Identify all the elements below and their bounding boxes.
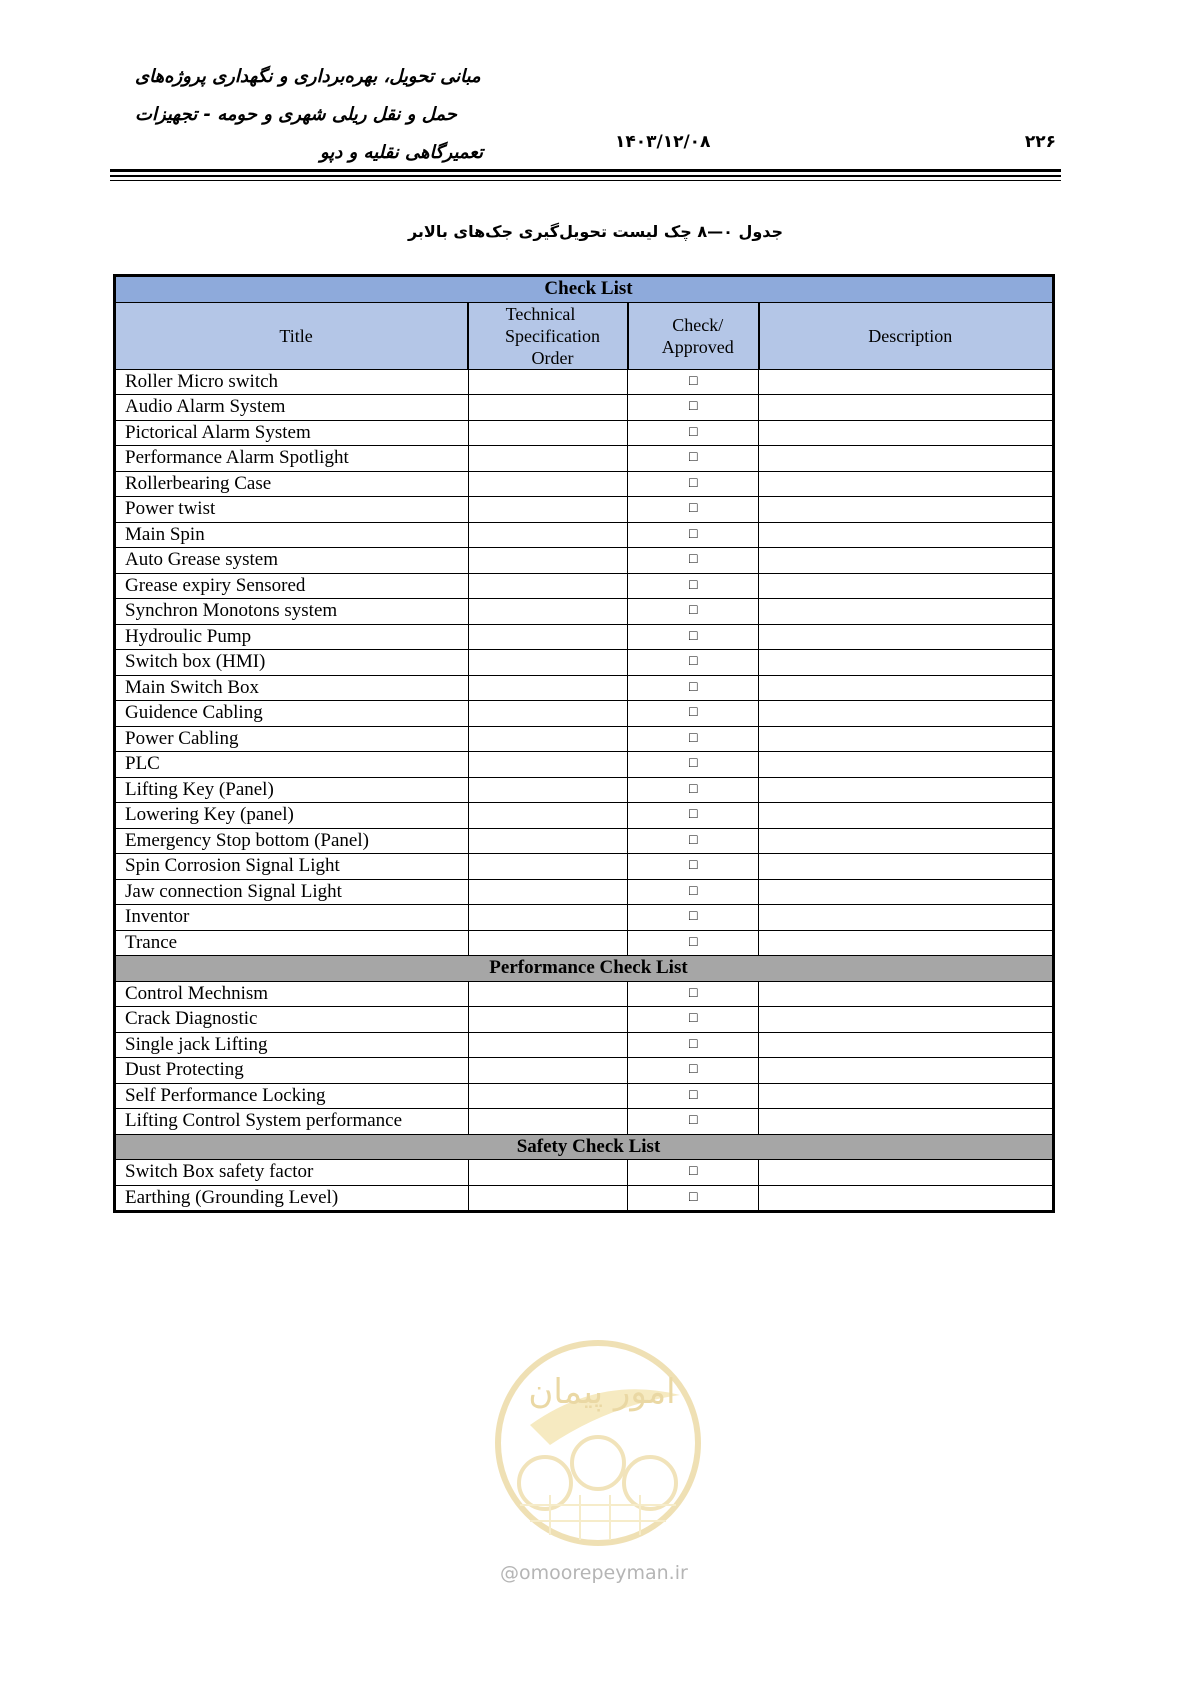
row-tech-spec-cell[interactable] [468,854,628,880]
row-approved-checkbox[interactable]: □ [628,777,759,803]
row-tech-spec-cell[interactable] [468,599,628,625]
row-title: Single jack Lifting [115,1032,469,1058]
row-approved-checkbox[interactable]: □ [628,930,759,956]
row-tech-spec-cell[interactable] [468,1160,628,1186]
row-description-cell[interactable] [759,420,1054,446]
row-tech-spec-cell[interactable] [468,701,628,727]
row-tech-spec-cell[interactable] [468,930,628,956]
row-description-cell[interactable] [759,905,1054,931]
table-row [115,854,1054,880]
checklist-table [113,274,1055,1213]
checklist-title-row [115,276,1054,303]
row-title: Earthing (Grounding Level) [115,1185,469,1212]
table-row [115,599,1054,625]
row-tech-spec-cell[interactable] [468,1032,628,1058]
row-tech-spec-cell[interactable] [468,675,628,701]
row-approved-checkbox[interactable]: □ [628,1109,759,1135]
checklist-title: Check List [115,276,1054,303]
row-description-cell[interactable] [759,1109,1054,1135]
row-title: Jaw connection Signal Light [115,879,469,905]
row-title: Synchron Monotons system [115,599,469,625]
table-row [115,650,1054,676]
row-description-cell[interactable] [759,930,1054,956]
row-approved-checkbox[interactable]: □ [628,1160,759,1186]
row-description-cell[interactable] [759,828,1054,854]
row-description-cell[interactable] [759,1160,1054,1186]
row-tech-spec-cell[interactable] [468,905,628,931]
table-row [115,752,1054,778]
row-description-cell[interactable] [759,1007,1054,1033]
row-approved-checkbox[interactable]: □ [628,420,759,446]
header-title-line-3: تعمیرگاهی نقلیه و دپو [320,142,483,163]
row-description-cell[interactable] [759,1185,1054,1212]
row-approved-checkbox[interactable]: □ [628,599,759,625]
row-approved-checkbox[interactable]: □ [628,522,759,548]
row-tech-spec-cell[interactable] [468,1185,628,1212]
table-row [115,1032,1054,1058]
table-row [115,905,1054,931]
header-rule [110,175,1061,177]
table-row [115,369,1054,395]
row-approved-checkbox[interactable]: □ [628,1083,759,1109]
table-row [115,1083,1054,1109]
table-row [115,1160,1054,1186]
col-header-check-line2: Approved [661,336,734,357]
table-row [115,471,1054,497]
row-title: Grease expiry Sensored [115,573,469,599]
row-title: Hydroulic Pump [115,624,469,650]
row-description-cell[interactable] [759,369,1054,395]
row-title: PLC [115,752,469,778]
row-title: Auto Grease system [115,548,469,574]
row-title: Roller Micro switch [115,369,469,395]
row-description-cell[interactable] [759,624,1054,650]
row-tech-spec-cell[interactable] [468,369,628,395]
row-tech-spec-cell[interactable] [468,777,628,803]
table-row [115,573,1054,599]
row-approved-checkbox[interactable]: □ [628,395,759,421]
row-tech-spec-cell[interactable] [468,446,628,472]
row-approved-checkbox[interactable]: □ [628,573,759,599]
table-row [115,803,1054,829]
row-title: Self Performance Locking [115,1083,469,1109]
table-row [115,1007,1054,1033]
row-tech-spec-cell[interactable] [468,1083,628,1109]
col-header-tech-line3: Order [531,347,574,368]
row-title: Lifting Control System performance [115,1109,469,1135]
table-row [115,828,1054,854]
row-approved-checkbox[interactable]: □ [628,471,759,497]
row-tech-spec-cell[interactable] [468,573,628,599]
safety-section-title: Safety Check List [115,1134,1054,1160]
row-title: Inventor [115,905,469,931]
row-description-cell[interactable] [759,701,1054,727]
header-title-line-1: مبانی تحویل، بهره‌برداری و نگهداری پروژه‌های [135,66,481,87]
row-title: Control Mechnism [115,981,469,1007]
row-tech-spec-cell[interactable] [468,522,628,548]
watermark-logo-text: امور پیمان [528,1372,676,1412]
row-title: Switch Box safety factor [115,1160,469,1186]
watermark-site [500,1562,688,1584]
row-approved-checkbox[interactable]: □ [628,828,759,854]
table-row [115,1109,1054,1135]
row-approved-checkbox[interactable]: □ [628,624,759,650]
row-description-cell[interactable] [759,522,1054,548]
col-header-tech-line2: Specification [505,325,600,346]
row-tech-spec-cell[interactable] [468,879,628,905]
row-tech-spec-cell[interactable] [468,624,628,650]
row-title: Guidence Cabling [115,701,469,727]
row-description-cell[interactable] [759,650,1054,676]
row-approved-checkbox[interactable]: □ [628,675,759,701]
row-approved-checkbox[interactable]: □ [628,854,759,880]
row-description-cell[interactable] [759,726,1054,752]
row-approved-checkbox[interactable]: □ [628,726,759,752]
row-approved-checkbox[interactable]: □ [628,701,759,727]
performance-section-title: Performance Check List [115,956,1054,982]
table-row [115,981,1054,1007]
table-row [115,446,1054,472]
row-approved-checkbox[interactable]: □ [628,879,759,905]
row-description-cell[interactable] [759,1058,1054,1084]
row-description-cell[interactable] [759,981,1054,1007]
row-description-cell[interactable] [759,573,1054,599]
row-approved-checkbox[interactable]: □ [628,1007,759,1033]
row-description-cell[interactable] [759,675,1054,701]
header-date: ۱۴۰۳/۱۲/۰۸ [615,132,711,152]
row-description-cell[interactable] [759,777,1054,803]
header-rule [110,169,1061,172]
row-title: Dust Protecting [115,1058,469,1084]
row-description-cell[interactable] [759,471,1054,497]
column-header-row [115,302,1054,369]
row-description-cell[interactable] [759,752,1054,778]
table-row [115,522,1054,548]
table-row [115,1185,1054,1212]
row-approved-checkbox[interactable]: □ [628,497,759,523]
row-title: Switch box (HMI) [115,650,469,676]
row-tech-spec-cell[interactable] [468,548,628,574]
row-approved-checkbox[interactable]: □ [628,803,759,829]
row-tech-spec-cell[interactable] [468,497,628,523]
row-tech-spec-cell[interactable] [468,803,628,829]
row-tech-spec-cell[interactable] [468,420,628,446]
row-description-cell[interactable] [759,1083,1054,1109]
row-title: Pictorical Alarm System [115,420,469,446]
col-header-description: Description [759,302,1054,369]
table-row [115,1058,1054,1084]
row-tech-spec-cell[interactable] [468,650,628,676]
row-approved-checkbox[interactable]: □ [628,1185,759,1212]
row-approved-checkbox[interactable]: □ [628,446,759,472]
at-icon: @ [500,1562,519,1584]
col-header-title: Title [115,302,469,369]
row-description-cell[interactable] [759,497,1054,523]
row-title: Crack Diagnostic [115,1007,469,1033]
header-rule [110,180,1061,181]
row-approved-checkbox[interactable]: □ [628,1058,759,1084]
row-description-cell[interactable] [759,1032,1054,1058]
row-tech-spec-cell[interactable] [468,981,628,1007]
safety-section-row [115,1134,1054,1160]
row-title: Power Cabling [115,726,469,752]
row-description-cell[interactable] [759,446,1054,472]
row-tech-spec-cell[interactable] [468,726,628,752]
table-row [115,879,1054,905]
row-tech-spec-cell[interactable] [468,828,628,854]
row-title: Audio Alarm System [115,395,469,421]
row-description-cell[interactable] [759,879,1054,905]
watermark-logo [490,1335,706,1551]
table-row [115,726,1054,752]
table-row [115,930,1054,956]
row-approved-checkbox[interactable]: □ [628,369,759,395]
row-title: Performance Alarm Spotlight [115,446,469,472]
row-tech-spec-cell[interactable] [468,395,628,421]
row-approved-checkbox[interactable]: □ [628,752,759,778]
row-approved-checkbox[interactable]: □ [628,650,759,676]
performance-section-row [115,956,1054,982]
row-approved-checkbox[interactable]: □ [628,548,759,574]
row-title: Lowering Key (panel) [115,803,469,829]
row-tech-spec-cell[interactable] [468,471,628,497]
row-description-cell[interactable] [759,854,1054,880]
col-header-check-line1: Check/ [672,314,724,335]
row-title: Spin Corrosion Signal Light [115,854,469,880]
row-approved-checkbox[interactable]: □ [628,905,759,931]
table-row [115,548,1054,574]
row-approved-checkbox[interactable]: □ [628,981,759,1007]
row-description-cell[interactable] [759,548,1054,574]
table-row [115,420,1054,446]
table-row [115,675,1054,701]
row-tech-spec-cell[interactable] [468,1109,628,1135]
table-row [115,701,1054,727]
row-title: Emergency Stop bottom (Panel) [115,828,469,854]
row-tech-spec-cell[interactable] [468,1007,628,1033]
row-tech-spec-cell[interactable] [468,752,628,778]
table-row [115,624,1054,650]
row-title: Main Switch Box [115,675,469,701]
col-header-tech-spec [468,302,628,369]
table-row [115,777,1054,803]
row-title: Main Spin [115,522,469,548]
row-title: Power twist [115,497,469,523]
col-header-tech-line1: Technical [505,303,576,324]
table-row [115,395,1054,421]
row-description-cell[interactable] [759,803,1054,829]
row-title: Rollerbearing Case [115,471,469,497]
row-description-cell[interactable] [759,599,1054,625]
col-header-check [628,302,759,369]
row-approved-checkbox[interactable]: □ [628,1032,759,1058]
row-title: Trance [115,930,469,956]
row-tech-spec-cell[interactable] [468,1058,628,1084]
header-title-line-2: حمل و نقل ریلی شهری و حومه - تجهیزات [135,104,457,125]
row-description-cell[interactable] [759,395,1054,421]
table-row [115,497,1054,523]
row-title: Lifting Key (Panel) [115,777,469,803]
page-number: ۲۲۶ [1024,132,1056,152]
table-caption: جدول ۰—۸ چک لیست تحویل‌گیری جک‌های بالابر [407,222,784,241]
watermark-site-text: omoorepeyman.ir [519,1562,688,1584]
